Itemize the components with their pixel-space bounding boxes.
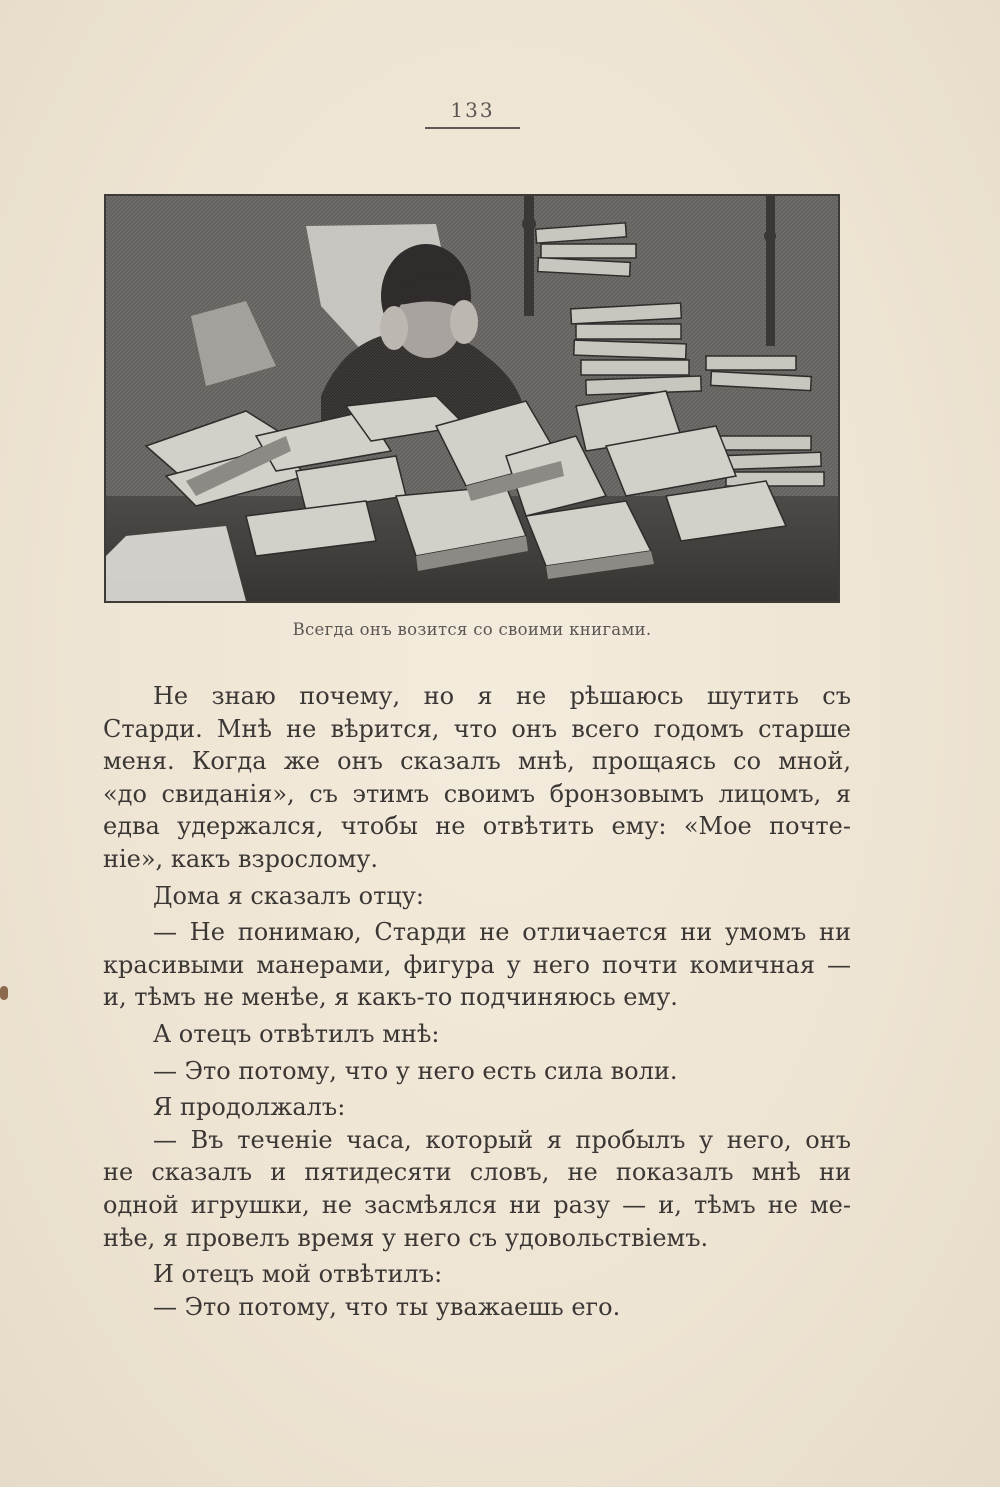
text-line: одной игрушки, не засмѣялся ни разу — и, тѣмъ не ме- (103, 1190, 851, 1219)
text-line: Не знаю почему, но я не рѣшаюсь шутить съ (153, 682, 851, 710)
text-line: И отецъ мой отвѣтилъ: (153, 1260, 443, 1289)
text-line: — Въ теченіе часа, который я пробылъ у него, онъ (153, 1125, 851, 1154)
text-line: ніе», какъ взрослому. (103, 844, 378, 873)
text-line: Старди. Мнѣ не вѣрится, что онъ всего годомъ старше (103, 714, 851, 743)
text-line: — Не понимаю, Старди не отличается ни умомъ ни (153, 918, 851, 947)
body-text (103, 680, 851, 1323)
text-line: едва удержался, чтобы не отвѣтить ему: «Мое почте- (103, 812, 851, 841)
page-number: 133 (450, 98, 495, 122)
text-line: Дома я сказалъ отцу: (153, 881, 424, 910)
text-line: — Это потому, что ты уважаешь его. (153, 1292, 621, 1321)
page-number-rule (425, 127, 520, 129)
text-line: и, тѣмъ не менѣе, я какъ-то подчиняюсь ему. (103, 983, 678, 1012)
text-line: А отецъ отвѣтилъ мнѣ: (153, 1019, 440, 1048)
margin-ink-mark (0, 986, 8, 1000)
text-line: — Это потому, что у него есть сила воли. (153, 1056, 678, 1085)
text-line: нѣе, я провелъ время у него съ удовольствіемъ. (103, 1223, 709, 1252)
illustration-caption: Всегда онъ возится со своими книгами. (292, 620, 652, 639)
text-line: красивыми манерами, фигура у него почти комичная — (103, 950, 851, 979)
text-line: не сказалъ и пятидесяти словъ, не показалъ мнѣ ни (103, 1158, 851, 1187)
text-line: «до свиданія», съ этимъ своимъ бронзовымъ лицомъ, я (103, 779, 851, 808)
text-line: Я продолжалъ: (153, 1093, 346, 1122)
text-line: меня. Когда же онъ сказалъ мнѣ, прощаясь со мной, (103, 747, 851, 776)
boy-reading-among-books-illustration (104, 194, 840, 603)
